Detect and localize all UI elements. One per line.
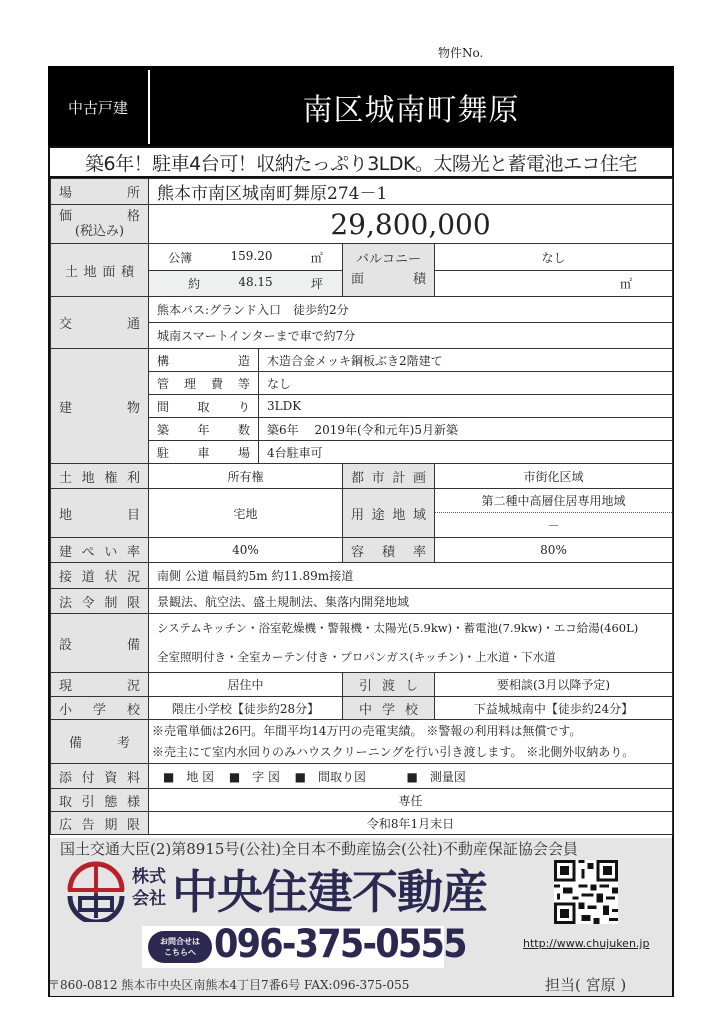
- row-building-structure: [51, 349, 673, 372]
- kabushiki-line-2: 会社: [132, 889, 166, 909]
- facilities-line-2: 全室照明付き・全室カーテン付き・プロパンガス(キッチン)・上水道・下水道: [157, 650, 556, 664]
- road-value: 南側 公道 幅員約5m 約11.89m接道: [149, 563, 673, 589]
- building-key: 築年数: [149, 418, 259, 441]
- attachments-label: 添付資料: [51, 764, 149, 789]
- location-label: 場 所: [51, 179, 149, 205]
- transport-line-2: 城南スマートインターまで車で約7分: [149, 323, 673, 349]
- use-zone-value-2: －: [435, 513, 673, 538]
- attachment-item: ■ 間取り図: [294, 769, 366, 784]
- road-label: 接道状況: [51, 563, 149, 589]
- handover-value: 要相談(3月以降予定): [435, 673, 673, 697]
- phone-number[interactable]: 096-375-0555: [214, 922, 466, 967]
- ad-period-label: 広告期限: [51, 812, 149, 835]
- contact-badge: [148, 931, 212, 963]
- transport-label: 交 通: [51, 297, 149, 349]
- junior-high-label: 中学校: [343, 697, 435, 720]
- price-label: 価 格: [59, 209, 140, 224]
- row-location: [51, 179, 673, 205]
- row-price: [51, 205, 673, 244]
- location-value: 熊本市南区城南町舞原274－1: [149, 179, 673, 205]
- balcony-value: なし: [435, 244, 673, 271]
- junior-high-value: 下益城城南中【徒歩約24分】: [435, 697, 673, 720]
- building-value: 3LDK: [259, 395, 673, 418]
- row-transport-1: [51, 297, 673, 323]
- land-rights-value: 所有権: [149, 464, 343, 489]
- remarks-line-1: ※売電単価は26円。年間平均14万円の売電実績。 ※警報の利用料は無償です。: [152, 723, 582, 738]
- elementary-value: 隈庄小学校【徒歩約28分】: [149, 697, 343, 720]
- land-category-label: 地 目: [51, 489, 149, 538]
- building-key: 管理費等: [149, 372, 259, 395]
- row-attachments: [51, 764, 673, 789]
- row-schools: [51, 697, 673, 720]
- balcony-label2: 面 積: [351, 272, 426, 287]
- property-details-table: [50, 178, 673, 835]
- coverage-label: 建ぺい率: [51, 538, 149, 563]
- company-name: 中央住建不動産: [172, 865, 487, 919]
- building-key: 駐車場: [149, 441, 259, 464]
- remarks-line-2: ※売主にて室内水回りのみハウスクリーニングを行い引き渡します。 ※北側外収納あり。: [152, 744, 635, 759]
- floor-ratio-label: 容積率: [343, 538, 435, 563]
- building-label: 建 物: [51, 349, 149, 464]
- building-value: 築6年 2019年(令和元年)5月新築: [259, 418, 673, 441]
- company-logo-icon: [66, 860, 126, 922]
- land-area-label: 土地面積: [51, 244, 149, 297]
- facilities-line-1: システムキッチン・浴室乾燥機・警報機・太陽光(5.9kw)・蓄電池(7.9kw)・エコ給湯(460L): [157, 621, 639, 635]
- row-ad-period: [51, 812, 673, 835]
- legal-value: 景観法、航空法、盛土規制法、集落内開発地域: [149, 589, 673, 614]
- building-value: 木造合金メッキ鋼板ぶき2階建て: [259, 349, 673, 372]
- row-land-rights: [51, 464, 673, 489]
- approx-label: 約: [188, 277, 201, 291]
- transaction-label: 取引態様: [51, 789, 149, 812]
- row-road: [51, 563, 673, 589]
- balcony-unit: ㎡: [435, 271, 673, 297]
- kabushiki-line-1: 株式: [132, 867, 166, 887]
- contact-badge-line-1: お問合せは: [160, 937, 200, 946]
- elementary-label: 小学校: [51, 697, 149, 720]
- row-status: [51, 673, 673, 697]
- registry-value: 159.20: [230, 248, 273, 263]
- catchphrase: 築6年！駐車4台可！収納たっぷり3LDK。太陽光と蓄電池エコ住宅: [50, 146, 672, 178]
- price-value: 29,800,000: [149, 205, 673, 244]
- property-number-label: 物件No.: [438, 46, 484, 60]
- transport-line-1: 熊本バス:グランド入口 徒歩約2分: [149, 297, 673, 323]
- use-zone-label: 用途地域: [343, 489, 435, 538]
- balcony-label: バルコニー: [355, 252, 421, 267]
- attachment-item: ■ 字 図: [228, 769, 280, 784]
- attachment-item: ■ 測量図: [406, 769, 466, 784]
- row-transaction: [51, 789, 673, 812]
- row-remarks: [51, 720, 673, 764]
- website-link[interactable]: http://www.chujuken.jp: [523, 937, 650, 950]
- handover-label: 引渡し: [343, 673, 435, 697]
- row-ratios: [51, 538, 673, 563]
- facilities-label: 設 備: [51, 614, 149, 673]
- row-land-area-1: [51, 244, 673, 271]
- remarks-label: 備 考: [51, 720, 149, 764]
- registry-label: 公簿: [168, 250, 193, 265]
- building-value: なし: [259, 372, 673, 395]
- city-planning-label: 都市計画: [343, 464, 435, 489]
- building-key: 間取り: [149, 395, 259, 418]
- contact-person: 担当( 宮原 ): [545, 976, 627, 994]
- approx-unit: 坪: [310, 277, 323, 291]
- building-key: 構造: [149, 349, 259, 372]
- license-text: 国土交通大臣(2)第8915号(公社)全日本不動産協会(公社)不動産保証協会会員: [60, 840, 578, 858]
- building-value: 4台駐車可: [259, 441, 673, 464]
- land-rights-label: 土地権利: [51, 464, 149, 489]
- registry-unit: ㎡: [310, 250, 323, 265]
- coverage-value: 40%: [149, 538, 343, 563]
- page-title: 南区城南町舞原: [302, 93, 520, 128]
- approx-value: 48.15: [238, 275, 273, 289]
- status-value: 居住中: [149, 673, 343, 697]
- city-planning-value: 市街化区域: [435, 464, 673, 489]
- row-land-category-1: [51, 489, 673, 513]
- legal-label: 法令制限: [51, 589, 149, 614]
- use-zone-value-1: 第二種中高層住居専用地域: [435, 489, 673, 513]
- price-sublabel: (税込み): [74, 224, 125, 239]
- row-facilities: [51, 614, 673, 673]
- transaction-value: 専任: [149, 789, 673, 812]
- floor-ratio-value: 80%: [435, 538, 673, 563]
- company-address: 〒860-0812 熊本市中央区南熊本4丁目7番6号 FAX:096-375-055: [48, 978, 410, 992]
- ad-period-value: 令和8年1月末日: [149, 812, 673, 835]
- row-legal: [51, 589, 673, 614]
- contact-badge-line-2: こちらへ: [164, 948, 196, 957]
- status-label: 現 況: [51, 673, 149, 697]
- attachment-item: ■ 地 図: [163, 769, 215, 784]
- land-category-value: 宅地: [149, 489, 343, 538]
- qr-code-icon[interactable]: [554, 860, 618, 924]
- property-type: 中古戸建: [67, 98, 128, 117]
